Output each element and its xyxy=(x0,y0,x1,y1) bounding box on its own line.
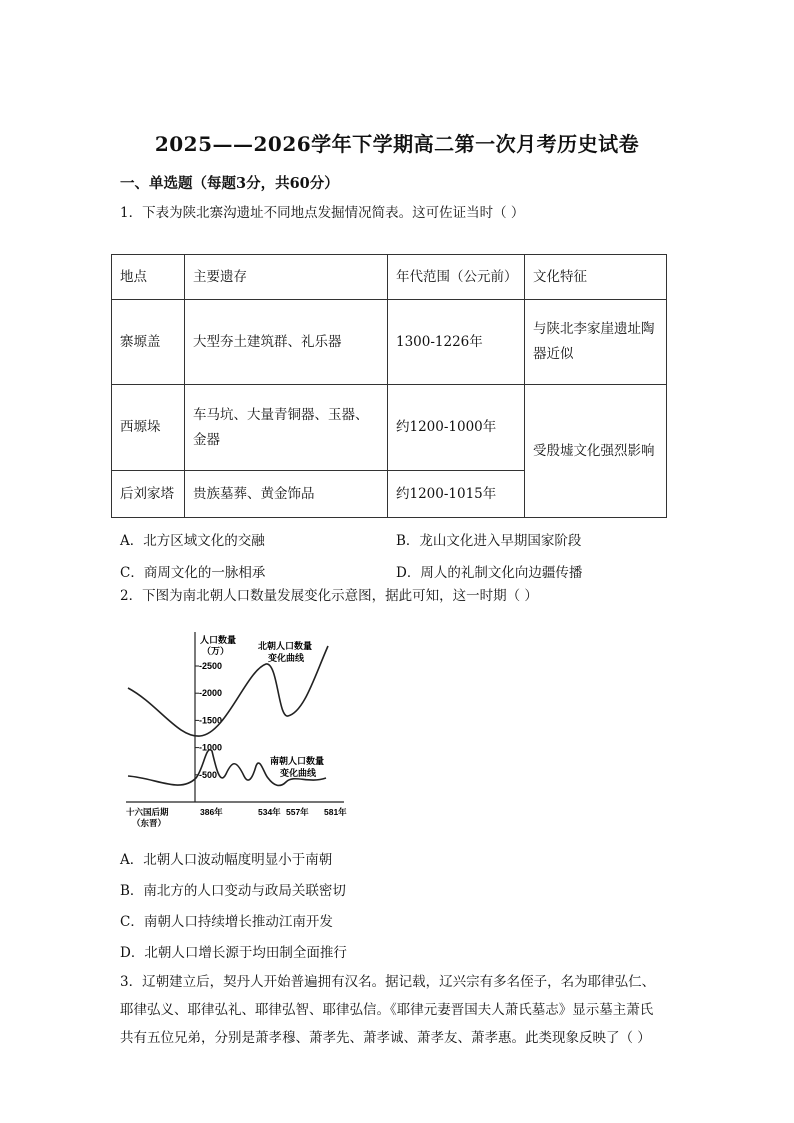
table-row xyxy=(112,385,667,471)
q2-option-a[interactable]: A．北朝人口波动幅度明显小于南朝 xyxy=(120,852,333,868)
table-cell: 1300-1226年 xyxy=(388,300,525,385)
table-cell: 贵族墓葬、黄金饰品 xyxy=(185,471,388,518)
y-tick-label: -1000 xyxy=(199,742,223,753)
x-tick-label: 581年 xyxy=(324,807,347,817)
q1-option-a[interactable]: A．北方区域文化的交融 xyxy=(120,533,265,549)
y-axis-unit: （万） xyxy=(202,646,230,656)
q1-option-c[interactable]: C．商周文化的一脉相承 xyxy=(120,565,266,581)
table-cell: 受殷墟文化强烈影响 xyxy=(525,385,667,518)
north-series-label-2: 变化曲线 xyxy=(268,653,305,663)
q3-line: 耶律弘义、耶律弘礼、耶律弘智、耶律弘信。《耶律元妻晋国夫人萧氏墓志》显示墓主萧氏 xyxy=(120,1002,654,1018)
y-tick-label: -2000 xyxy=(199,688,223,699)
x-tick-label: 557年 xyxy=(286,807,309,817)
y-axis-label: 人口数量 xyxy=(200,635,237,645)
question-1-stem: 1．下表为陕北寨沟遗址不同地点发掘情况简表。这可佐证当时（ ） xyxy=(120,205,525,221)
table-cell: 约1200-1015年 xyxy=(388,471,525,518)
header-cell: 地点 xyxy=(112,255,185,300)
y-tick-label: -500 xyxy=(199,769,218,780)
q3-line: 3．辽朝建立后，契丹人开始普遍拥有汉名。据记载，辽兴宗有多名侄子，名为耶律弘仁、 xyxy=(120,974,656,990)
section-heading: 一、单选题（每题3分，共60分） xyxy=(120,175,339,192)
table-cell: 后刘家塔 xyxy=(112,471,185,518)
excavation-table xyxy=(111,254,667,518)
table-cell: 与陕北李家崖遗址陶器近似 xyxy=(525,300,667,385)
table-cell: 寨塬盖 xyxy=(112,300,185,385)
y-tick-label: -2500 xyxy=(199,661,223,671)
table-header-row xyxy=(112,255,667,300)
header-cell: 主要遗存 xyxy=(185,255,388,300)
x-tick-label-sub: （东晋） xyxy=(132,818,167,828)
question-2-stem: 2．下图为南北朝人口数量发展变化示意图，据此可知，这一时期（ ） xyxy=(120,588,538,604)
table-cell: 车马坑、大量青铜器、玉器、金器 xyxy=(185,385,388,471)
q2-option-d[interactable]: D．北朝人口增长源于均田制全面推行 xyxy=(120,945,347,961)
header-cell: 年代范围（公元前） xyxy=(388,255,525,300)
q2-option-c[interactable]: C．南朝人口持续增长推动江南开发 xyxy=(120,914,333,930)
south-series-label: 南朝人口数量 xyxy=(270,756,325,766)
x-tick-label: 386年 xyxy=(200,807,223,817)
x-tick-label: 534年 xyxy=(258,807,281,817)
q3-line: 共有五位兄弟，分别是萧孝穆、萧孝先、萧孝诚、萧孝友、萧孝惠。此类现象反映了（ ） xyxy=(120,1030,651,1046)
table-cell: 约1200-1000年 xyxy=(388,385,525,471)
south-series-label-2: 变化曲线 xyxy=(280,768,317,778)
exam-title: 2025——2026学年下学期高二第一次月考历史试卷 xyxy=(154,132,640,156)
table-cell: 西塬垛 xyxy=(112,385,185,471)
north-series-label: 北朝人口数量 xyxy=(258,641,313,651)
q1-option-d[interactable]: D．周人的礼制文化向边疆传播 xyxy=(396,565,583,581)
population-chart xyxy=(118,626,358,836)
table-row xyxy=(112,300,667,385)
q1-option-b[interactable]: B．龙山文化进入早期国家阶段 xyxy=(396,533,582,549)
y-tick-label: -1500 xyxy=(199,715,223,726)
x-tick-label: 十六国后期 xyxy=(126,807,169,817)
header-cell: 文化特征 xyxy=(525,255,667,300)
q2-option-b[interactable]: B．南北方的人口变动与政局关联密切 xyxy=(120,883,346,899)
table-cell: 大型夯土建筑群、礼乐器 xyxy=(185,300,388,385)
question-3-stem xyxy=(120,968,680,1052)
